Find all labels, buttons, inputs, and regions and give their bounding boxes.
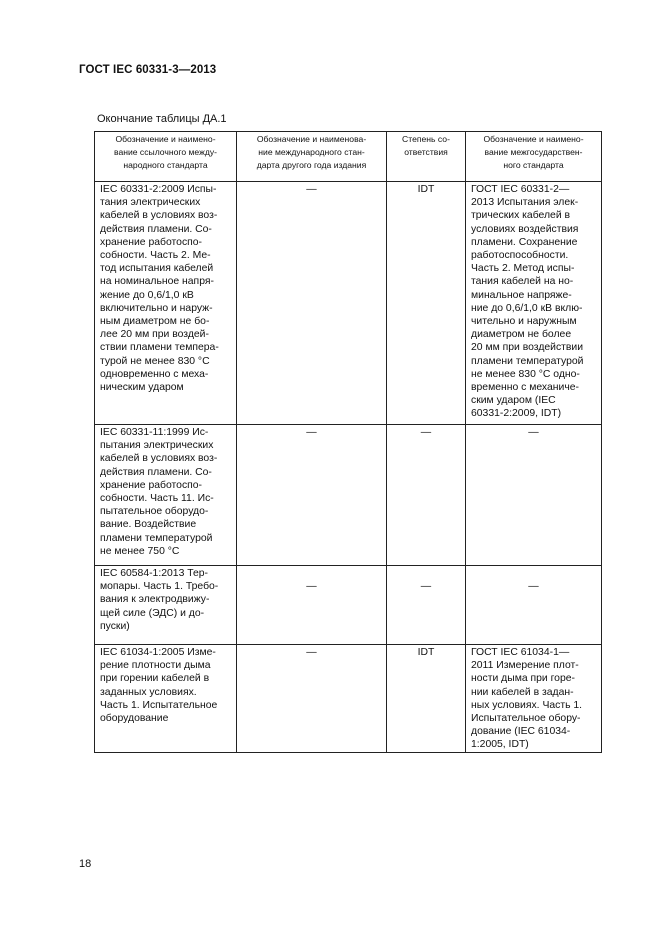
- degree-cell: [387, 566, 466, 645]
- other-year-text: —: [306, 647, 317, 658]
- other-year-cell: [237, 182, 387, 425]
- reference-cell: [95, 566, 237, 645]
- reference-text: IEC 61034-1:2005 Изме- рение плотности дыма при горении кабелей в заданных условиях. Часть 1. Испытательное оборудование: [100, 647, 218, 725]
- interstate-cell: [466, 645, 602, 753]
- interstate-text: —: [528, 427, 539, 438]
- table-row: [95, 425, 602, 566]
- interstate-cell: [466, 425, 602, 566]
- degree-cell: [387, 645, 466, 753]
- reference-cell: [95, 182, 237, 425]
- degree-cell: [387, 425, 466, 566]
- table-row: [95, 182, 602, 425]
- page-number: 18: [79, 858, 92, 870]
- reference-text: IEC 60331-2:2009 Испы- тания электрических кабелей в условиях воз- действия пламени. Со- хранение работоспо- собности. Часть 2. Ме- тод испытания кабелей на номинальное напря- жение до 0,6/1,0 кВ включительно и наруж- ным диаметром не бо- лее 20 мм при воздей- ствии пламени темпера- турой не менее 830 °С одновременно с меха- ническим ударом: [100, 184, 219, 394]
- degree-text: —: [420, 427, 432, 438]
- table-caption: Окончание таблицы ДА.1: [97, 113, 227, 125]
- column-header-other-year-standard: Обозначение и наименова- ние международного стан- дарта другого года издания: [237, 132, 387, 182]
- reference-text: IEC 60584-1:2013 Тер- мопары. Часть 1. Требо- вания к электродвижу- щей силе (ЭДС) и до- пуски): [100, 568, 219, 632]
- interstate-text: ГОСТ IEC 60331-2— 2013 Испытания элек- трических кабелей в условиях воздействия пламени. Сохранение работоспособности. Часть 2. Метод испы- тания кабелей на но- минальное напряже- ние до 0,6/1,0 кВ вклю- чительно и наружным диаметром не более 20 мм при воздействии пламени температурой не менее 830 °С одно- временно с механиче- ским ударом (IEC 60331-2:2009, IDT): [471, 184, 584, 420]
- other-year-cell: [237, 425, 387, 566]
- column-header-interstate-standard: Обозначение и наимено- вание межгосударствен- ного стандарта: [466, 132, 602, 182]
- reference-cell: [95, 425, 237, 566]
- other-year-text: —: [306, 184, 317, 195]
- document-header: ГОСТ IEC 60331-3—2013: [79, 64, 217, 76]
- interstate-cell: [466, 182, 602, 425]
- other-year-text: —: [306, 427, 317, 438]
- other-year-text: —: [306, 581, 317, 592]
- degree-text: —: [420, 581, 432, 592]
- table-row: [95, 645, 602, 753]
- table-row: [95, 566, 602, 645]
- column-header-degree-of-correspondence: Степень со- ответствия: [387, 132, 466, 182]
- reference-text: IEC 60331-11:1999 Ис- пытания электрических кабелей в условиях воз- действия пламени. Со- хранение работоспо- собности. Часть 11. Ис- пытательное оборудо- вание. Воздействие пламени температурой не менее 750 °С: [100, 427, 218, 557]
- degree-text: IDT: [417, 647, 435, 658]
- other-year-cell: [237, 566, 387, 645]
- degree-text: IDT: [417, 184, 435, 195]
- reference-cell: [95, 645, 237, 753]
- degree-cell: [387, 182, 466, 425]
- other-year-cell: [237, 645, 387, 753]
- interstate-cell: [466, 566, 602, 645]
- table-header-row: [95, 132, 602, 182]
- interstate-text: —: [528, 581, 539, 592]
- correspondence-table: [94, 131, 602, 753]
- interstate-text: ГОСТ IEC 61034-1— 2011 Измерение плот- ности дыма при горе- нии кабелей в задан- ных условиях. Часть 1. Испытательное обору- дование (IEC 61034- 1:2005, IDT): [471, 647, 583, 751]
- column-header-reference-standard: Обозначение и наимено- вание ссылочного между- народного стандарта: [95, 132, 237, 182]
